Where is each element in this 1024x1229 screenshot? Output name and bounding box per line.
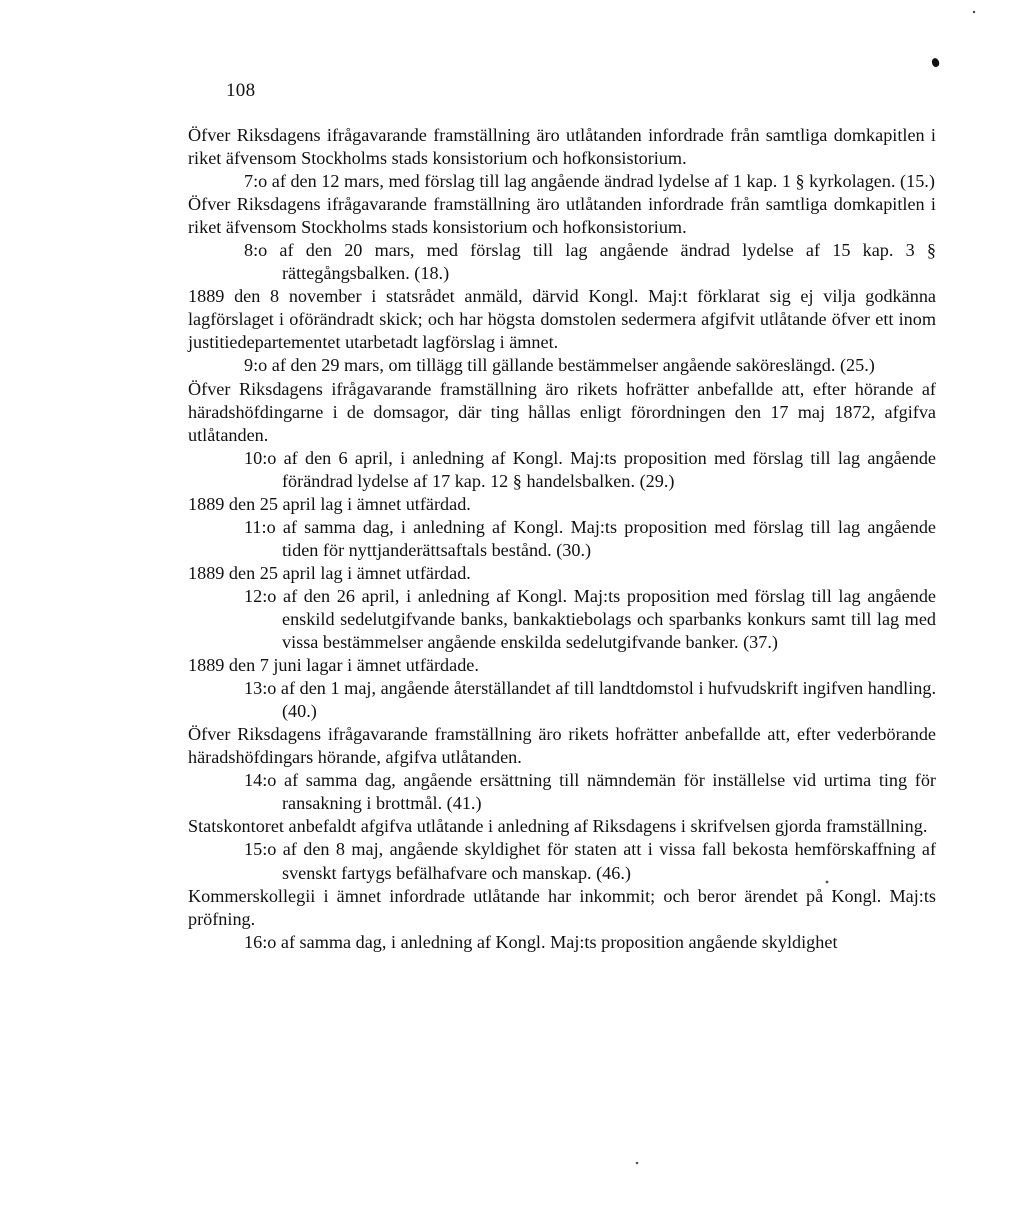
page-number: 108	[226, 80, 256, 101]
speck-dot-icon	[973, 11, 975, 13]
numbered-item-9: 9:o af den 29 mars, om tillägg till gällande bestämmelser angående saköreslängd. (25.)	[244, 355, 875, 376]
body-text	[188, 124, 936, 954]
paragraph-2: Öfver Riksdagens ifrågavarande framställning äro utlåtanden infordrade från samtliga domkapitlen i riket äfvensom Stockholms stads konsistorium och hofkonsistorium.	[188, 194, 936, 238]
paragraph-4: Öfver Riksdagens ifrågavarande framställning äro rikets hofrätter anbefallde att, efter hörande af häradshöfdingarne i de domsagor, där ting hållas enligt förordningen den 17 maj 1872, afgifva utlåtanden.	[188, 378, 936, 445]
paragraph-7: Kommerskollegii i ämnet infordrade utlåtande har inkommit; och beror ärendet på Kongl. Maj:ts pröfning.	[188, 885, 936, 929]
record-note-3: 1889 den 7 juni lagar i ämnet utfärdade.	[188, 655, 479, 676]
paragraph-6: Statskontoret anbefaldt afgifva utlåtande i anledning af Riksdagens i skrifvelsen gjorda framställning.	[188, 816, 928, 837]
paragraph-3: 1889 den 8 november i statsrådet anmäld, därvid Kongl. Maj:t förklarat sig ej vilja godkänna lagförslaget i oförändradt skick; och har högsta domstolen sedermera afgifvit utlåtande öfver ett inom justitiedepartementet utarbetadt lagförslag i ämnet.	[188, 286, 936, 353]
numbered-item-15: 15:o af den 8 maj, angående skyldighet för staten att i vissa fall bekosta hemförskaffning af svenskt fartygs befälhafvare och manskap. (46.)	[244, 839, 936, 883]
numbered-item-16: 16:o af samma dag, i anledning af Kongl. Maj:ts proposition angående skyldighet	[244, 931, 838, 952]
numbered-item-8: 8:o af den 20 mars, med förslag till lag angående ändrad lydelse af 15 kap. 3 § rättegångsbalken. (18.)	[244, 240, 936, 284]
speck-dot-icon	[636, 1162, 639, 1165]
paragraph-5: Öfver Riksdagens ifrågavarande framställning äro rikets hofrätter anbefallde att, efter vederbörande häradshöfdingars hörande, afgifva utlåtanden.	[188, 724, 936, 768]
numbered-item-10: 10:o af den 6 april, i anledning af Kongl. Maj:ts proposition med förslag till lag angående förändrad lydelse af 17 kap. 12 § handelsbalken. (29.)	[244, 447, 936, 491]
numbered-item-7: 7:o af den 12 mars, med förslag till lag angående ändrad lydelse af 1 kap. 1 § kyrkolagen. (15.)	[244, 171, 935, 192]
numbered-item-14: 14:o af samma dag, angående ersättning till nämndemän för inställelse vid urtima ting för ransakning i brottmål. (41.)	[244, 770, 936, 814]
numbered-item-12: 12:o af den 26 april, i anledning af Kongl. Maj:ts proposition med förslag till lag angående enskild sedelutgifvande banks, bankaktiebolags och sparbanks konkurs samt till lag med vissa bestämmelser angående enskilda sedelutgifvande banker. (37.)	[244, 585, 936, 653]
ink-speck-icon	[931, 57, 940, 68]
numbered-item-13: 13:o af den 1 maj, angående återställandet af till landtdomstol i hufvudskrift ingifven handling. (40.)	[244, 678, 936, 722]
record-note-1: 1889 den 25 april lag i ämnet utfärdad.	[188, 493, 471, 514]
record-note-2: 1889 den 25 april lag i ämnet utfärdad.	[188, 562, 471, 583]
paragraph-1: Öfver Riksdagens ifrågavarande framställning äro utlåtanden infordrade från samtliga domkapitlen i riket äfvensom Stockholms stads konsistorium och hofkonsistorium.	[188, 125, 936, 169]
numbered-item-11: 11:o af samma dag, i anledning af Kongl. Maj:ts proposition med förslag till lag angående tiden för nyttjanderättsaftals bestånd. (30.)	[244, 516, 936, 560]
